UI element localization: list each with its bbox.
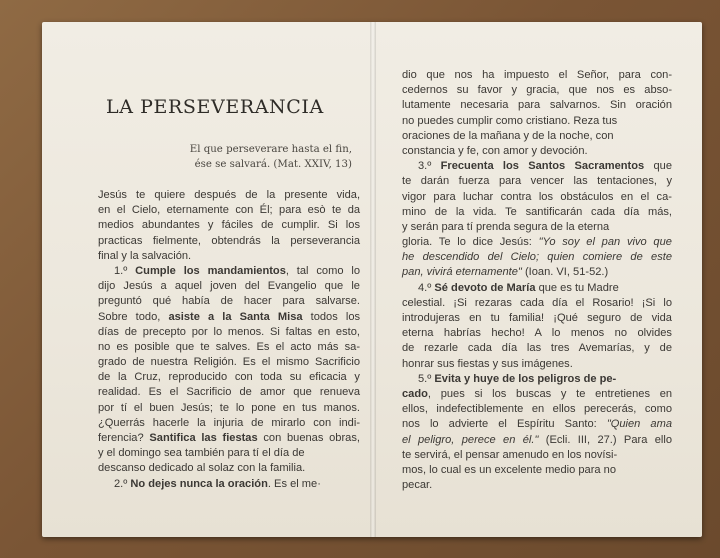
italic-phrase: "Quien ama — [606, 418, 673, 431]
text-run: lutamente necesaria para salvarnos. Sin oración — [402, 99, 673, 112]
text-line — [98, 203, 360, 218]
text-run: con buenas obras, — [257, 432, 360, 444]
text-run: pecar. — [402, 479, 433, 492]
text-run: te darán fuerza para vencer las tentaciones, y — [402, 175, 673, 188]
text-run: nos lo advierte el Espíritu Santo: — [402, 418, 607, 431]
bold-phrase: Sé devoto de María — [434, 281, 536, 294]
left-text-block — [98, 188, 360, 492]
text-run: que — [644, 160, 673, 173]
text-line — [402, 129, 672, 144]
bold-phrase: Santifica las fiestas — [149, 432, 258, 444]
text-line — [98, 310, 360, 325]
text-line — [402, 311, 672, 326]
text-run: gloria. Te lo dice Jesús: — [402, 236, 539, 249]
text-line — [402, 433, 672, 448]
text-run: , tal como lo — [285, 264, 360, 277]
text-run: grado de nuestra Religión. Es el mismo Sacrificio — [98, 356, 361, 369]
bold-phrase: asiste a la Santa Misa — [168, 310, 303, 323]
text-run: realidad. Es el Sacrificio de amor que renueva — [98, 386, 360, 399]
text-run: no puedes cumplir como cristiano. Reza tus — [402, 114, 618, 127]
bold-phrase: No dejes nunca la oración — [130, 477, 268, 490]
text-run: 2.º — [114, 477, 131, 490]
text-line — [402, 220, 672, 235]
text-line — [402, 478, 672, 493]
text-line — [98, 264, 360, 279]
italic-phrase: he descendido del Cielo; quien comiere de este — [402, 251, 672, 264]
text-line — [98, 279, 360, 294]
text-line — [402, 372, 672, 387]
text-run: y serán para tí prenda segura de la eterna — [402, 220, 610, 233]
page-title: LA PERSEVERANCIA — [106, 96, 324, 118]
text-run: por tí el buen Jesús; te lo pone en tus manos. — [98, 401, 360, 414]
text-line — [402, 250, 672, 265]
text-line — [402, 190, 672, 205]
text-run: Jesús te quiere después de la presente vida, — [98, 189, 361, 201]
bold-phrase: Evita y huye de los peligros de pe- — [434, 372, 617, 385]
text-line — [98, 325, 360, 340]
epigraph-line: ése se salvará. (Mat. XXIV, 13) — [194, 159, 352, 170]
text-run: en el Cielo, eternamente con Él; para esò te da — [98, 204, 361, 217]
text-run: descanso dedicado al solaz con la familia. — [98, 462, 306, 475]
bold-phrase: Frecuenta los Santos Sacramentos — [440, 160, 645, 173]
text-line — [402, 98, 672, 113]
text-run: 5.º — [418, 372, 435, 385]
text-run: eterna habrías hecho! A lo menos no olvides — [402, 327, 672, 340]
text-run: ellos, indefectiblemente en ellos perecerás, como — [402, 403, 673, 416]
text-line — [98, 385, 360, 400]
text-line — [98, 355, 360, 370]
text-run: Sobre todo, — [98, 310, 169, 323]
text-run: honrar sus fiestas y sus imágenes. — [402, 357, 573, 370]
text-line — [402, 417, 672, 432]
right-text-block — [402, 68, 672, 493]
italic-phrase: pan, vivirá eternamente" — [402, 266, 522, 279]
text-line — [98, 294, 360, 309]
text-run: oraciones de la mañana y de la noche, con — [402, 129, 614, 142]
text-line — [98, 340, 360, 355]
bold-phrase: cado — [402, 387, 428, 400]
text-line — [402, 357, 672, 372]
text-run: mos, lo cual es un excelente medio para no — [402, 463, 616, 476]
text-line — [402, 235, 672, 250]
text-line — [402, 448, 672, 463]
text-line — [98, 370, 360, 385]
text-run: final y la salvación. — [98, 249, 192, 262]
text-line — [402, 341, 672, 356]
prayer-card — [42, 22, 702, 537]
italic-phrase: "Yo soy el pan vivo que — [538, 236, 672, 249]
text-run: introdujeras en tu familia! ¡Qué seguro de vida — [402, 312, 672, 324]
italic-phrase: el peligro, perece en él." — [402, 433, 539, 446]
epigraph-line: El que perseverare hasta el fin, — [189, 144, 352, 155]
text-run: cedernos su favor y gracia, que nos es abso- — [402, 84, 673, 97]
text-line — [98, 401, 360, 416]
text-run: vigor para luchar contra los obstáculos en el ca- — [402, 190, 672, 203]
text-line — [402, 83, 672, 98]
text-run: (Ioan. VI, 51-52.) — [521, 266, 609, 279]
text-line — [402, 463, 672, 478]
text-line — [98, 461, 360, 476]
text-run: dijo Jesús a aquel joven del Evangelio que le — [98, 280, 360, 293]
text-line — [402, 174, 672, 189]
text-run: días de precepto por lo menos. Si faltas en esto, — [98, 325, 360, 338]
text-run: ferencia? — [98, 432, 150, 444]
text-run: . Es el me· — [267, 477, 321, 490]
text-run: dio que nos ha impuesto el Señor, para con- — [402, 69, 673, 81]
text-run: 3.º — [418, 160, 441, 173]
text-line — [402, 281, 672, 296]
text-run: que es tu Madre — [535, 281, 619, 294]
text-line — [98, 249, 360, 264]
text-line — [98, 477, 360, 492]
text-line — [98, 416, 360, 431]
center-fold — [370, 22, 376, 537]
text-run: y el domingo sea también para tí el día de — [98, 447, 305, 460]
text-line — [402, 205, 672, 220]
text-run: 4.º — [418, 281, 435, 294]
text-line — [98, 431, 360, 446]
text-run: no es posible que te salves. Es el acto más sa- — [98, 340, 361, 353]
text-run: , pues si los buscas y te entretienes en — [427, 387, 673, 400]
text-line — [402, 296, 672, 311]
text-line — [402, 114, 672, 129]
text-line — [98, 234, 360, 249]
text-run: constancia y fe, con amor y devoción. — [402, 144, 588, 157]
text-line — [98, 446, 360, 461]
text-run: todos los — [302, 310, 361, 323]
text-run: mino de la vida. Te santificarán cada día más, — [402, 205, 672, 218]
text-run: medios abundantes y fáciles de cumplir. Si los — [98, 219, 360, 232]
text-run: preguntó qué había de hacer para salvarse. — [98, 295, 360, 308]
text-run: ¿Querrás hacerle la injuria de mirarlo con indi- — [98, 416, 361, 429]
text-line — [402, 265, 672, 280]
text-line — [402, 144, 672, 159]
text-line — [402, 402, 672, 417]
text-run: practicas fielmente, obtendrás la perseverancia — [98, 234, 360, 247]
text-line — [98, 188, 360, 203]
text-line — [402, 326, 672, 341]
text-line — [402, 68, 672, 83]
text-run: 1.º — [114, 264, 136, 277]
text-run: celestial. ¡Si rezaras cada día el Rosario! ¡Si lo — [402, 296, 672, 309]
epigraph — [182, 142, 352, 172]
bold-phrase: Cumple los mandamientos — [135, 264, 286, 277]
text-run: de la Cruz, reproducido con toda su eficacia y — [98, 371, 360, 384]
text-line — [402, 159, 672, 174]
text-line — [98, 218, 360, 233]
text-line — [402, 387, 672, 402]
text-run: de rezarle cada día las tres Avemarías, y de — [402, 342, 672, 355]
text-run: (Ecli. III, 27.) Para ello — [538, 433, 673, 446]
text-run: te servirá, el pensar amenudo en los novísi- — [402, 448, 618, 461]
